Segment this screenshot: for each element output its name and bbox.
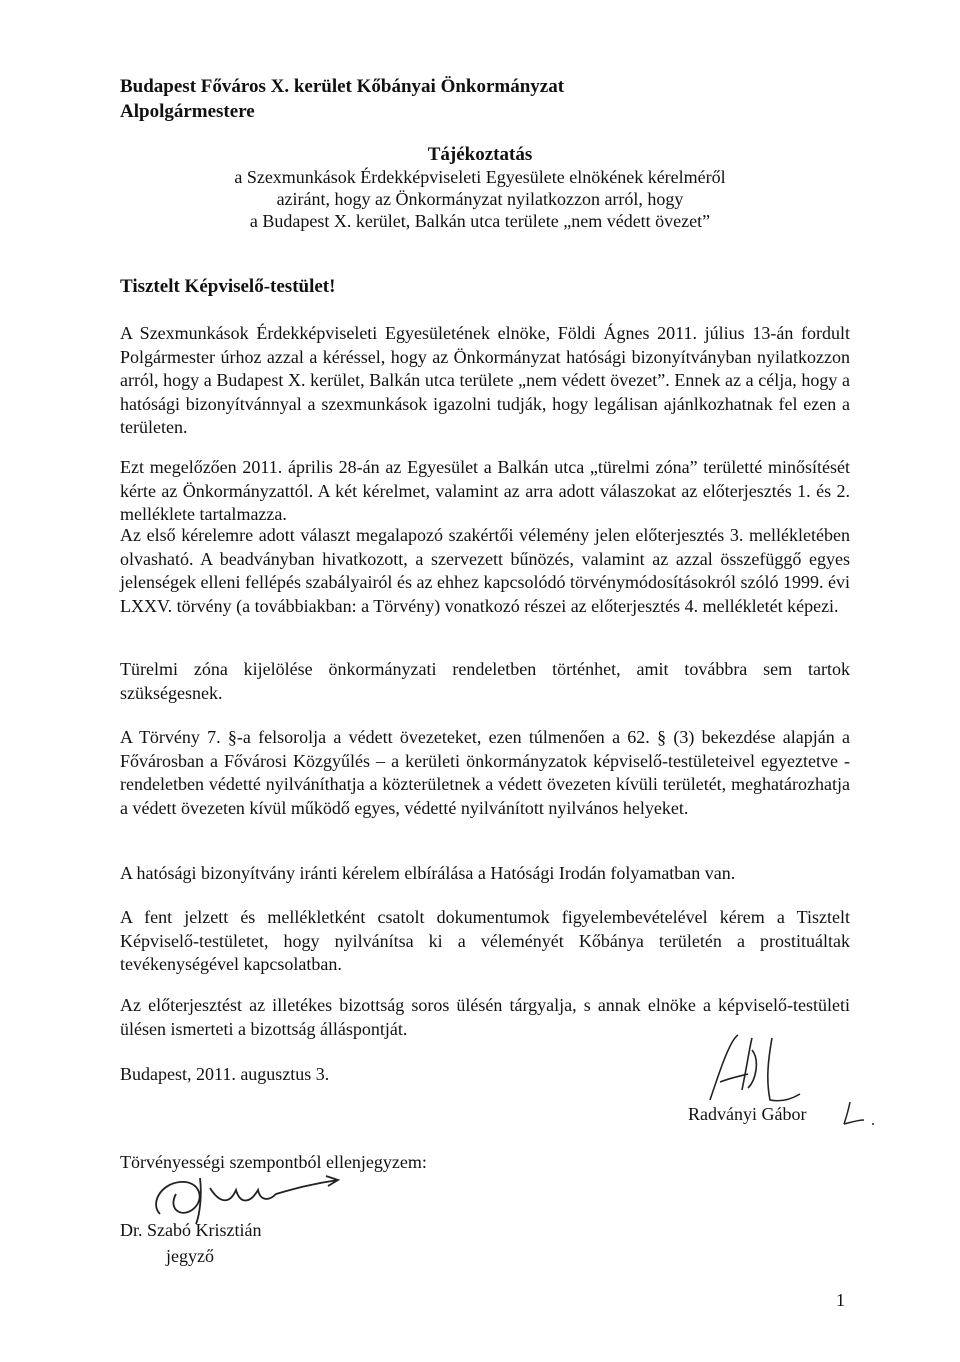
body-paragraph: A fent jelzett és mellékletként csatolt dokumentumok figyelembevételével kérem a Tisztelt Képviselő-testületet, hogy nyilvánítsa ki a véleményét Kőbánya területén a prostituáltak tevékenységével kapcsolatban. <box>120 907 850 974</box>
salutation: Tisztelt Képviselő-testület! <box>120 276 336 297</box>
notice-title: Tájékoztatás <box>427 144 533 165</box>
page-number: 1 <box>836 1290 845 1310</box>
signature-radvanyi <box>690 1030 830 1110</box>
body-paragraph: A hatósági bizonyítvány iránti kérelem elbírálása a Hatósági Irodán folyamatban van. <box>120 863 736 883</box>
body-paragraph: Türelmi zóna kijelölése önkormányzati rendeletben történhet, amit továbbra sem tartok szükségesnek. <box>120 659 850 703</box>
notice-subtitle-line: aziránt, hogy az Önkormányzat nyilatkozzon arról, hogy <box>276 189 684 209</box>
signature-notary <box>140 1164 340 1228</box>
signer-name: Radványi Gábor <box>688 1104 807 1124</box>
notice-heading <box>120 144 840 232</box>
notary-role: jegyző <box>166 1246 214 1266</box>
office-title: Alpolgármestere <box>120 101 255 122</box>
notary-name: Dr. Szabó Krisztián <box>120 1220 262 1240</box>
body-paragraph: A Szexmunkások Érdekképviseleti Egyesületének elnöke, Földi Ágnes 2011. július 13-án fordult Polgármester úrhoz azzal a kéréssel, hogy az Önkormányzat hatósági bizonyítványban nyilatkozzon arról, hogy a Budapest X. kerület, Balkán utca területe „nem védett övezet”. Ennek az a célja, hogy a hatósági bizonyítvánnyal a szexmunkások igazolni tudják, hogy legálisan ajánlkozhatnak fel ezen a területen. <box>120 323 850 437</box>
place-date: Budapest, 2011. augusztus 3. <box>120 1064 330 1084</box>
body-paragraph: Az első kérelemre adott választ megalapozó szakértői vélemény jelen előterjesztés 3. mellékletében olvasható. A beadványban hivatkozott, a szervezett bűnözés, valamint az azzal összefüggő egyes jelenségek elleni fellépés szabályairól és az ehhez kapcsolódó törvénymódosításokról szóló 1999. évi LXXV. törvény (a továbbiakban: a Törvény) vonatkozó részei az előterjesztés 4. mellékletét képezi. <box>120 525 850 616</box>
body-paragraph: Ezt megelőzően 2011. április 28-án az Egyesület a Balkán utca „türelmi zóna” területté minősítését kérte az Önkormányzattól. A két kérelmet, valamint az arra adott válaszokat az előterjesztés 1. és 2. melléklete tartalmazza. <box>120 457 850 524</box>
body-paragraph: A Törvény 7. §-a felsorolja a védett övezeteket, ezen túlmenően a 62. § (3) bekezdése alapján a Fővárosban a Fővárosi Közgyűlés – a kerületi önkormányzatok képviselő-testületeivel egyeztetve - rendeletben védetté nyilváníthatja a közterületnek a védett övezeten kívüli területét, meghatározhatja a védett övezeten kívül működő egyes, védetté nyilvánított nyilvános helyeket. <box>120 727 850 818</box>
legal-review-label: Törvényességi szempontból ellenjegyzem: <box>120 1152 427 1172</box>
document-header <box>120 74 564 124</box>
notice-subtitle-line: a Budapest X. kerület, Balkán utca területe „nem védett övezet” <box>249 211 711 231</box>
office-name: Budapest Főváros X. kerület Kőbányai Önkormányzat <box>120 76 565 97</box>
body-paragraph: Az előterjesztést az illetékes bizottság soros ülésén tárgyalja, s annak elnöke a képviselő-testületi ülésen ismerteti a bizottság álláspontját. <box>120 995 850 1039</box>
notice-subtitle-line: a Szexmunkások Érdekképviseleti Egyesülete elnökének kérelméről <box>234 167 726 187</box>
initials-mark <box>842 1098 882 1128</box>
